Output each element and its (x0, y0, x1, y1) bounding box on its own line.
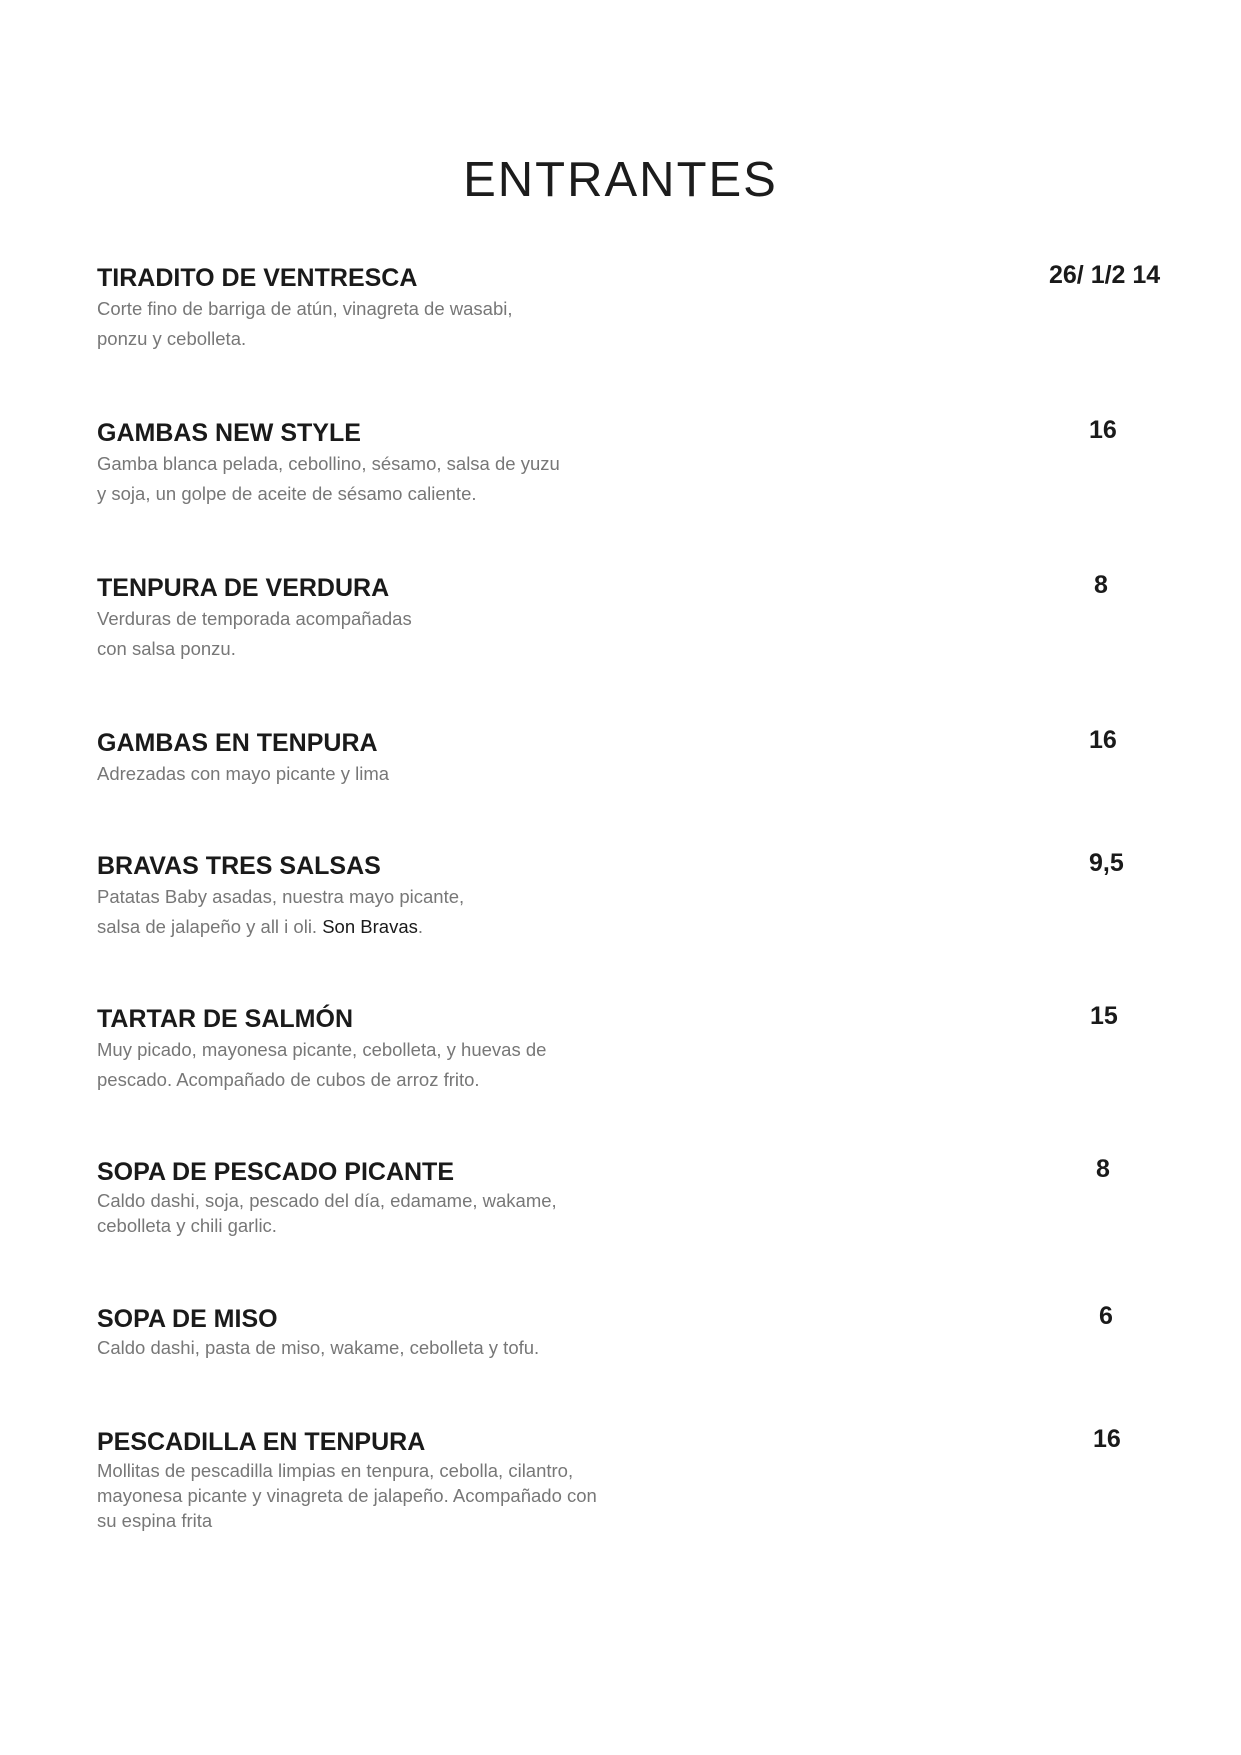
item-description (97, 1188, 1177, 1238)
description-line: Patatas Baby asadas, nuestra mayo picante, (97, 886, 465, 907)
description-text: salsa de jalapeño y all i oli. (97, 916, 323, 937)
menu-item (97, 263, 1177, 354)
menu-item (97, 1004, 1177, 1095)
item-description (97, 604, 1177, 664)
description-highlight: Son Bravas (322, 916, 418, 937)
menu-item (97, 418, 1177, 509)
item-description (97, 1035, 1177, 1095)
item-name: SOPA DE PESCADO PICANTE (97, 1158, 454, 1186)
description-line: Verduras de temporada acompañadas (97, 608, 412, 629)
item-name: TARTAR DE SALMÓN (97, 1005, 353, 1033)
item-price: 26/ 1/2 14 (1049, 261, 1161, 289)
item-name: GAMBAS NEW STYLE (97, 419, 361, 447)
description-line: ponzu y cebolleta. (97, 328, 247, 349)
menu-item (97, 851, 1177, 942)
item-name: SOPA DE MISO (97, 1305, 278, 1333)
menu-item (97, 1427, 1177, 1533)
description-line: Caldo dashi, soja, pescado del día, edamame, wakame, (97, 1190, 557, 1211)
item-description (97, 1335, 1177, 1360)
item-name: GAMBAS EN TENPURA (97, 729, 378, 757)
item-description (97, 759, 1177, 789)
item-price: 9,5 (1089, 849, 1124, 877)
menu-item (97, 1157, 1177, 1238)
description-line: Corte fino de barriga de atún, vinagreta de wasabi, (97, 298, 513, 319)
description-line: Mollitas de pescadilla limpias en tenpura, cebolla, cilantro, (97, 1460, 574, 1481)
menu-item (97, 1304, 1177, 1360)
item-name: TENPURA DE VERDURA (97, 574, 390, 602)
description-line: pescado. Acompañado de cubos de arroz frito. (97, 1069, 480, 1090)
item-description (97, 882, 1177, 942)
description-line: y soja, un golpe de aceite de sésamo caliente. (97, 483, 477, 504)
description-line: cebolleta y chili garlic. (97, 1215, 277, 1236)
description-line: su espina frita (97, 1510, 213, 1531)
page-title: ENTRANTES (463, 153, 778, 207)
description-line: con salsa ponzu. (97, 638, 236, 659)
item-price: 8 (1096, 1155, 1110, 1183)
description-text: . (417, 916, 423, 937)
description-line: Muy picado, mayonesa picante, cebolleta, y huevas de (97, 1039, 547, 1060)
item-price: 16 (1089, 416, 1117, 444)
menu-item (97, 728, 1177, 789)
item-price: 16 (1093, 1425, 1121, 1453)
menu-item (97, 573, 1177, 664)
description-line: mayonesa picante y vinagreta de jalapeño. Acompañado con (97, 1485, 597, 1506)
item-description (97, 1458, 1177, 1533)
item-description (97, 294, 1177, 354)
item-price: 15 (1090, 1002, 1118, 1030)
description-line: Caldo dashi, pasta de miso, wakame, cebolleta y tofu. (97, 1337, 540, 1358)
item-name: PESCADILLA EN TENPURA (97, 1428, 426, 1456)
item-price: 8 (1094, 571, 1108, 599)
description-line (97, 912, 1177, 942)
item-name: BRAVAS TRES SALSAS (97, 852, 381, 880)
description-line: Gamba blanca pelada, cebollino, sésamo, salsa de yuzu (97, 453, 560, 474)
item-name: TIRADITO DE VENTRESCA (97, 264, 418, 292)
description-line: Adrezadas con mayo picante y lima (97, 763, 390, 784)
item-description (97, 449, 1177, 509)
item-price: 16 (1089, 726, 1117, 754)
item-price: 6 (1099, 1302, 1113, 1330)
